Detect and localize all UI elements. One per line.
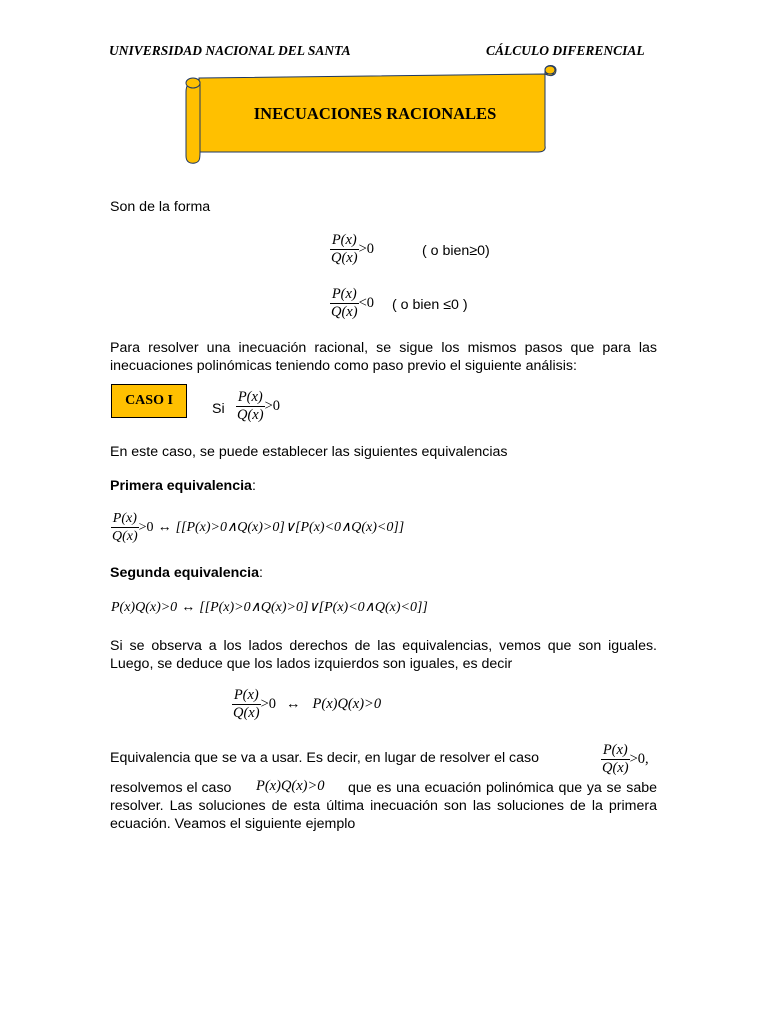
para4-fraction bbox=[601, 742, 630, 777]
paragraph-4-b: resolvemos el caso bbox=[110, 780, 232, 796]
form1-fraction bbox=[330, 232, 359, 267]
para4-num: P(x) bbox=[602, 742, 628, 758]
form2-fraction bbox=[330, 286, 359, 321]
form1-den: Q(x) bbox=[331, 250, 358, 266]
caso-den: Q(x) bbox=[237, 407, 264, 423]
second-equiv-heading bbox=[110, 564, 263, 582]
intro-text: Son de la forma bbox=[110, 199, 211, 215]
paragraph-4-line1: Equivalencia que se va a usar. Es decir, en lugar de resolver el caso bbox=[110, 750, 540, 766]
second-equiv-rhs: [[P(x)>0∧Q(x)>0]∨[P(x)<0∧Q(x)<0]] bbox=[199, 600, 428, 615]
form1-rel: >0 bbox=[358, 241, 375, 257]
para4-den: Q(x) bbox=[602, 760, 629, 776]
caso-badge: CASO I bbox=[111, 384, 187, 418]
second-equiv-colon: : bbox=[259, 565, 263, 581]
header-course: CÁLCULO DIFERENCIAL bbox=[486, 43, 645, 58]
conclusion-den: Q(x) bbox=[233, 705, 260, 721]
first-equiv-rhs: [[P(x)>0∧Q(x)>0]∨[P(x)<0∧Q(x)<0]] bbox=[175, 520, 405, 535]
paragraph-4-rest: que es una ecuación polinómica que ya se sabe resolver. Las soluciones de esta última inecuación son las soluciones de la primera ecuación. Veamos el siguiente ejemplo bbox=[110, 780, 657, 832]
first-equiv-rel: >0 bbox=[138, 519, 154, 535]
para4-expr: P(x)Q(x)>0 bbox=[256, 778, 325, 794]
form2-note: ( o bien ≤0 ) bbox=[392, 297, 468, 313]
second-equiv-arrow: ↔ bbox=[181, 599, 196, 615]
form2-rel: <0 bbox=[358, 295, 375, 311]
second-equiv-formula bbox=[111, 599, 428, 616]
form2-formula bbox=[330, 286, 374, 321]
first-equiv-heading bbox=[110, 477, 256, 495]
first-equiv-den: Q(x) bbox=[112, 529, 138, 544]
form1-note: ( o bien≥0) bbox=[422, 243, 490, 259]
first-equiv-title: Primera equivalencia bbox=[110, 478, 252, 494]
paragraph-3: Si se observa a los lados derechos de las equivalencias, vemos que son iguales. Luego, se deduce que los lados izquierdos son iguales, es decir bbox=[110, 638, 657, 672]
form1-num: P(x) bbox=[331, 232, 357, 248]
paragraph-2: En este caso, se puede establecer las siguientes equivalencias bbox=[110, 444, 508, 460]
conclusion-rhs: P(x)Q(x)>0 bbox=[312, 696, 382, 712]
conclusion-arrow: ↔ bbox=[286, 696, 301, 712]
caso-num: P(x) bbox=[237, 389, 263, 405]
first-equiv-colon: : bbox=[251, 478, 256, 494]
first-equiv-formula bbox=[111, 510, 404, 545]
scroll-banner-shape bbox=[0, 0, 768, 180]
first-equiv-fraction bbox=[111, 510, 139, 545]
caso-si: Si bbox=[212, 401, 225, 417]
first-equiv-num: P(x) bbox=[112, 511, 137, 526]
paragraph-1: Para resolver una inecuación racional, se sigue los mismos pasos que para las inecuaciones polinómicas teniendo como paso previo el siguiente análisis: bbox=[110, 340, 657, 374]
form1-formula bbox=[330, 232, 374, 267]
form2-den: Q(x) bbox=[331, 304, 358, 320]
caso-rel: >0 bbox=[264, 398, 281, 414]
para4-fraction-formula bbox=[601, 742, 649, 777]
second-equiv-lhs: P(x)Q(x)>0 bbox=[111, 599, 178, 615]
conclusion-num: P(x) bbox=[233, 687, 259, 703]
form2-num: P(x) bbox=[331, 286, 357, 302]
para4-rel: >0, bbox=[629, 751, 649, 767]
header-university: UNIVERSIDAD NACIONAL DEL SANTA bbox=[109, 43, 351, 58]
banner-title: INECUACIONES RACIONALES bbox=[253, 104, 497, 123]
conclusion-rel: >0 bbox=[260, 696, 277, 712]
second-equiv-title: Segunda equivalencia bbox=[110, 565, 260, 581]
caso-fraction bbox=[236, 389, 265, 424]
conclusion-fraction bbox=[232, 687, 261, 722]
first-equiv-arrow: ↔ bbox=[157, 519, 172, 535]
conclusion-formula bbox=[232, 687, 381, 722]
caso-formula bbox=[236, 389, 280, 424]
